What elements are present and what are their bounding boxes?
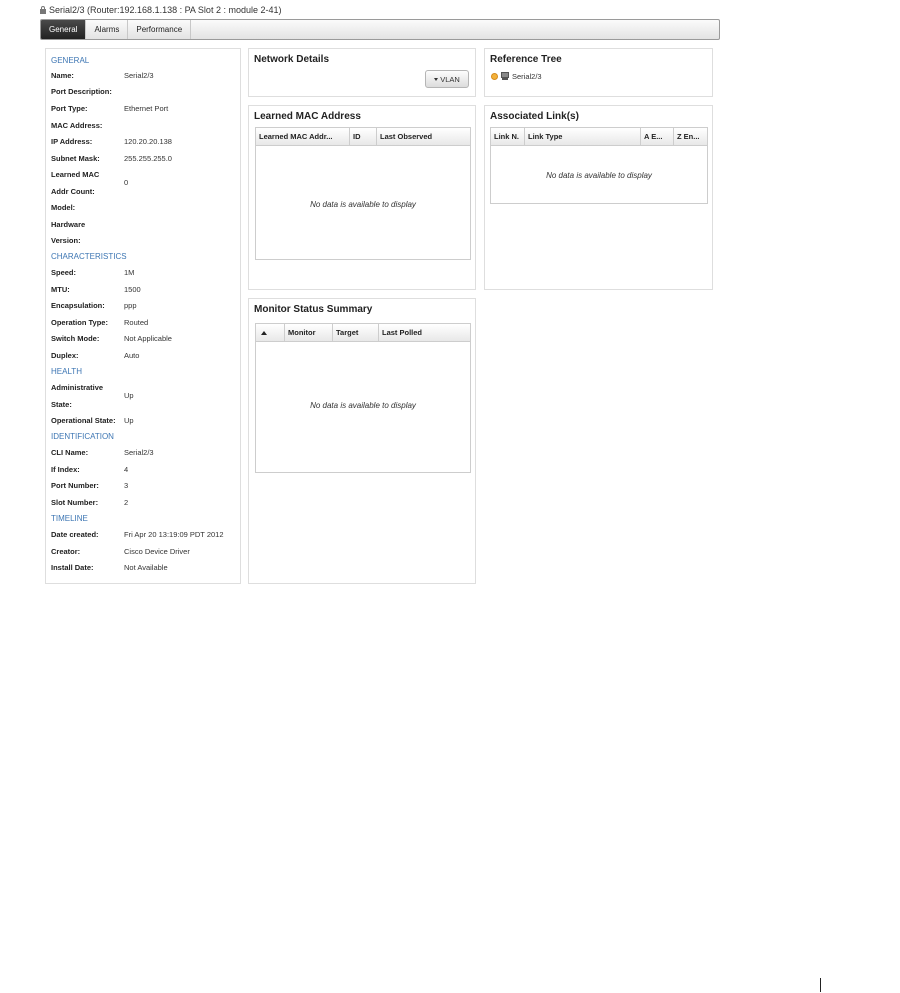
section-health: HEALTH: [51, 367, 82, 376]
associated-links-empty-message: No data is available to display: [546, 171, 652, 180]
learned-mac-panel: [248, 105, 476, 290]
reference-tree-node-label: Serial2/3: [512, 72, 542, 81]
duplex-value: Auto: [124, 351, 140, 360]
learned-mac-grid: [255, 127, 471, 260]
column-sort-ascending[interactable]: [256, 324, 285, 341]
column-monitor[interactable]: Monitor: [285, 324, 333, 341]
hardware-label: Hardware: [51, 220, 86, 229]
slot-number-label: Slot Number:: [51, 498, 99, 507]
status-indicator-icon: [491, 73, 498, 80]
section-general: GENERAL: [51, 56, 90, 65]
vlan-button[interactable]: [425, 70, 469, 88]
cli-name-label: CLI Name:: [51, 448, 89, 457]
tab-alarms[interactable]: Alarms: [86, 20, 128, 39]
learned-mac-count-value: 0: [124, 178, 129, 187]
name-label: Name:: [51, 71, 74, 80]
reference-tree-node[interactable]: [491, 72, 542, 81]
column-id[interactable]: ID: [350, 128, 377, 145]
column-last-polled[interactable]: Last Polled: [382, 328, 423, 337]
network-details-title: Network Details: [254, 54, 330, 65]
cli-name-value: Serial2/3: [124, 448, 154, 457]
addr-count-label: Addr Count:: [51, 187, 95, 196]
port-number-label: Port Number:: [51, 481, 99, 490]
monitor-status-grid-header: [256, 324, 470, 342]
associated-links-panel: [484, 105, 713, 290]
associated-links-grid: [490, 127, 708, 204]
text-cursor: [820, 978, 821, 992]
administrative-state-value: Up: [124, 391, 134, 400]
lock-icon: [40, 6, 46, 14]
name-value: Serial2/3: [124, 71, 154, 80]
tab-general[interactable]: General: [41, 20, 86, 39]
port-number-value: 3: [124, 481, 129, 490]
port-description-label: Port Description:: [51, 87, 112, 96]
creator-value: Cisco Device Driver: [124, 547, 190, 556]
operational-state-label: Operational State:: [51, 416, 116, 425]
date-created-label: Date created:: [51, 530, 99, 539]
sort-ascending-icon: [261, 331, 267, 335]
column-z-end[interactable]: Z En...: [677, 132, 700, 141]
port-type-label: Port Type:: [51, 104, 88, 113]
encapsulation-value: ppp: [124, 301, 137, 310]
model-label: Model:: [51, 203, 76, 212]
mtu-label: MTU:: [51, 285, 70, 294]
section-identification: IDENTIFICATION: [51, 432, 114, 441]
monitor-status-empty-message: No data is available to display: [310, 401, 416, 410]
duplex-label: Duplex:: [51, 351, 79, 360]
reference-tree-panel: [484, 48, 713, 97]
vlan-button-label: VLAN: [440, 74, 460, 84]
monitor-status-grid: [255, 323, 471, 473]
window-title: Serial2/3 (Router:192.168.1.138 : PA Slot 2 : module 2-41): [49, 5, 282, 15]
tab-bar: [40, 19, 720, 40]
subnet-mask-value: 255.255.255.0: [124, 154, 172, 163]
associated-links-title: Associated Link(s): [490, 111, 579, 122]
learned-mac-label: Learned MAC: [51, 170, 100, 179]
learned-mac-title: Learned MAC Address: [254, 111, 361, 122]
column-last-observed[interactable]: Last Observed: [380, 132, 433, 141]
ip-address-label: IP Address:: [51, 137, 93, 146]
learned-mac-empty-message: No data is available to display: [310, 200, 416, 209]
column-target[interactable]: Target: [333, 324, 379, 341]
install-date-label: Install Date:: [51, 563, 94, 572]
associated-links-grid-header: [491, 128, 707, 146]
version-label: Version:: [51, 236, 81, 245]
reference-tree-title: Reference Tree: [490, 54, 562, 65]
mtu-value: 1500: [124, 285, 141, 294]
column-link-name[interactable]: Link N.: [491, 128, 525, 145]
learned-mac-grid-header: [256, 128, 470, 146]
window-title-bar: [40, 3, 281, 17]
device-icon: [501, 72, 509, 81]
operation-type-value: Routed: [124, 318, 149, 327]
section-timeline: TIMELINE: [51, 514, 88, 523]
administrative-label: Administrative: [51, 383, 104, 392]
date-created-value: Fri Apr 20 13:19:09 PDT 2012: [124, 530, 224, 539]
mac-address-label: MAC Address:: [51, 121, 103, 130]
slot-number-value: 2: [124, 498, 129, 507]
section-characteristics: CHARACTERISTICS: [51, 252, 127, 261]
ip-address-value: 120.20.20.138: [124, 137, 172, 146]
general-properties-panel: [45, 48, 241, 584]
column-link-type[interactable]: Link Type: [525, 128, 641, 145]
network-details-panel: [248, 48, 476, 97]
speed-label: Speed:: [51, 268, 77, 277]
administrative-state-label: State:: [51, 400, 72, 409]
encapsulation-label: Encapsulation:: [51, 301, 105, 310]
column-a-end[interactable]: A E...: [641, 128, 674, 145]
operational-state-value: Up: [124, 416, 134, 425]
tab-performance[interactable]: Performance: [128, 20, 191, 39]
monitor-status-panel: [248, 298, 476, 584]
port-type-value: Ethernet Port: [124, 104, 169, 113]
creator-label: Creator:: [51, 547, 81, 556]
install-date-value: Not Available: [124, 563, 168, 572]
speed-value: 1M: [124, 268, 135, 277]
switch-mode-value: Not Applicable: [124, 334, 172, 343]
dropdown-arrow-icon: [434, 78, 438, 81]
column-learned-mac-addr[interactable]: Learned MAC Addr...: [256, 128, 350, 145]
switch-mode-label: Switch Mode:: [51, 334, 100, 343]
if-index-label: If Index:: [51, 465, 80, 474]
if-index-value: 4: [124, 465, 129, 474]
monitor-status-title: Monitor Status Summary: [254, 304, 373, 315]
subnet-mask-label: Subnet Mask:: [51, 154, 100, 163]
operation-type-label: Operation Type:: [51, 318, 108, 327]
